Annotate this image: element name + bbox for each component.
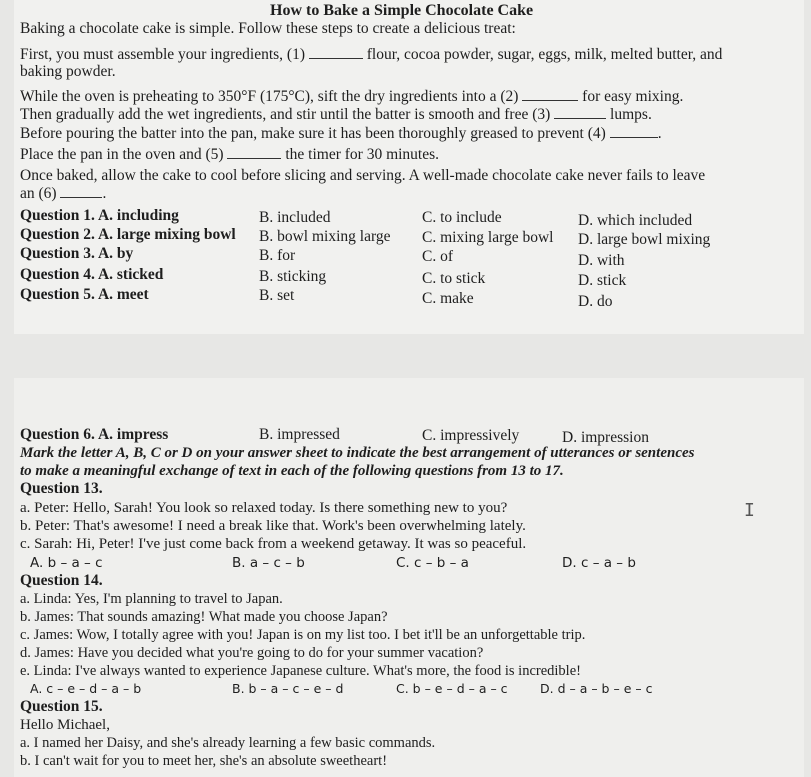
q14-line-b: b. James: That sounds amazing! What made you choose Japan?	[20, 609, 388, 625]
option-a[interactable]: A. b – a – c	[30, 555, 103, 571]
blank-1	[309, 45, 363, 59]
option-b[interactable]: B. b – a – c – e – d	[232, 681, 344, 696]
option-d[interactable]: D. with	[578, 252, 625, 269]
option-b[interactable]: B. set	[259, 287, 295, 304]
q13-line-c: c. Sarah: Hi, Peter! I've just come back from a weekend getaway. It was so peaceful.	[20, 536, 527, 552]
q15-line-a: a. I named her Daisy, and she's already learning a few basic commands.	[20, 735, 436, 751]
blank-2	[522, 87, 578, 101]
option-d[interactable]: D. stick	[578, 272, 627, 289]
option-b[interactable]: B. included	[259, 209, 331, 226]
option-b[interactable]: B. impressed	[259, 426, 340, 443]
option-c[interactable]: C. c – b – a	[396, 555, 469, 571]
blank-5	[227, 145, 281, 159]
q13-line-a: a. Peter: Hello, Sarah! You look so relaxed today. Is there something new to you?	[20, 500, 508, 516]
option-d[interactable]: D. which included	[578, 212, 693, 229]
lower-page: Question 6. A. impress B. impressed C. impressively D. impression Mark the letter A, B, C or D on your answer sheet to indicate the best arrangement of utterances or sentences to make a meaningful exchange of text in each of the following questions from 13 to 17. Question 13. a. Peter: Hello, Sarah! You look so relaxed today. Is there something new to you? b. Peter: That's awesome! I need a break like that. Work's been overwhelming lately. c. Sarah: Hi, Peter! I've just come back from a weekend getaway. It was so peaceful. A. b – a – c B. a – c – b C. c – b – a D. c – a – b Question 14. a. Linda: Yes, I'm planning to travel to Japan. b. James: That sounds amazing! What made you choose Japan? c. James: Wow, I totally agree with you! Japan is on my list too. I bet it'll be an unforgettable trip. d. James: Have you decided what you're going to do for your summer vacation? e. Linda: I've always wanted to experience Japanese culture. What's more, the food is incredible! A. c – e – d – a – b B. b – a – c – e – d C. b – e – d – a – c D. d – a – b – e – c Question 15. Hello Michael, a. I named her Daisy, and she's already learning a few basic commands. b. I can't wait for you to meet her, she's an absolute sweetheart!	[14, 378, 804, 777]
option-c[interactable]: C. make	[422, 290, 474, 307]
option-c[interactable]: C. to include	[422, 209, 502, 226]
q13-line-b: b. Peter: That's awesome! I need a break like that. Work's been overwhelming lately.	[20, 518, 526, 534]
instruction-line-2: to make a meaningful exchange of text in each of the following questions from 13 to 17.	[20, 463, 564, 479]
q14-line-a: a. Linda: Yes, I'm planning to travel to Japan.	[20, 591, 283, 607]
passage-line-5: Then gradually add the wet ingredients, and stir until the batter is smooth and free (3) lumps.	[20, 106, 652, 123]
option-c[interactable]: C. b – e – d – a – c	[396, 681, 508, 696]
instruction-line-1: Mark the letter A, B, C or D on your answer sheet to indicate the best arrangement of utterances or sentences	[20, 445, 695, 461]
q15-line-b: b. I can't wait for you to meet her, she's an absolute sweetheart!	[20, 753, 388, 769]
passage-line-8: Once baked, allow the cake to cool before slicing and serving. A well-made chocolate cake never fails to leave	[20, 167, 706, 184]
option-c[interactable]: C. mixing large bowl	[422, 229, 554, 246]
blank-3	[554, 105, 606, 119]
passage-line-9: an (6) .	[20, 185, 107, 202]
q14-line-e: e. Linda: I've always wanted to experience Japanese culture. What's more, the food is incredible!	[20, 663, 581, 679]
option-b[interactable]: B. bowl mixing large	[259, 228, 391, 245]
upper-page: How to Bake a Simple Chocolate Cake Baking a chocolate cake is simple. Follow these steps to create a delicious treat: First, you must assemble your ingredients, (1) flour, cocoa powder, sugar, eggs, milk, melted butter, and baking powder. While the oven is preheating to 350°F (175°C), sift the dry ingredients into a (2) for easy mixing. Then gradually add the wet ingredients, and stir until the batter is smooth and free (3) lumps. Before pouring the batter into the pan, make sure it has been thoroughly greased to prevent (4) . Place the pan in the oven and (5) the timer for 30 minutes. Once baked, allow the cake to cool before slicing and serving. A well-made chocolate cake never fails to leave an (6) . Question 1. A. including B. included C. to include D. which included Question 2. A. large mixing bowl B. bowl mixing large C. mixing large bowl D. large bowl mixing Question 3. A. by B. for C. of D. with Question 4. A. sticked B. sticking C. to stick D. stick Question 5. A. meet B. set C. make D. do	[14, 0, 804, 334]
option-c[interactable]: C. of	[422, 248, 453, 265]
page-title: How to Bake a Simple Chocolate Cake	[270, 2, 534, 19]
passage-line-7: Place the pan in the oven and (5) the timer for 30 minutes.	[20, 146, 440, 163]
option-d[interactable]: D. do	[578, 293, 613, 310]
option-d[interactable]: D. large bowl mixing	[578, 231, 711, 248]
option-b[interactable]: B. a – c – b	[232, 555, 305, 571]
passage-line-4: While the oven is preheating to 350°F (175°C), sift the dry ingredients into a (2) for easy mixing.	[20, 88, 684, 105]
q15-greeting: Hello Michael,	[20, 717, 110, 733]
option-a[interactable]: A. c – e – d – a – b	[30, 681, 142, 696]
blank-6	[60, 184, 102, 198]
option-b[interactable]: B. sticking	[259, 268, 327, 285]
passage-line-2: First, you must assemble your ingredients, (1) flour, cocoa powder, sugar, eggs, milk, melted butter, and	[20, 46, 723, 63]
passage-line-3: baking powder.	[20, 63, 116, 80]
passage-line-1: Baking a chocolate cake is simple. Follow these steps to create a delicious treat:	[20, 20, 516, 37]
passage-line-6: Before pouring the batter into the pan, make sure it has been thoroughly greased to prevent (4) .	[20, 125, 662, 142]
option-d[interactable]: D. c – a – b	[562, 555, 636, 571]
option-d[interactable]: D. impression	[562, 429, 649, 446]
question-13-heading: Question 13.	[20, 480, 103, 497]
option-c[interactable]: C. to stick	[422, 270, 486, 287]
question-14-heading: Question 14.	[20, 572, 103, 589]
q14-line-d: d. James: Have you decided what you're going to do for your summer vacation?	[20, 645, 484, 661]
q14-line-c: c. James: Wow, I totally agree with you! Japan is on my list too. I bet it'll be an unforgettable trip.	[20, 627, 586, 643]
option-b[interactable]: B. for	[259, 247, 296, 264]
text-cursor-icon: I	[744, 500, 755, 521]
blank-4	[610, 124, 658, 138]
option-d[interactable]: D. d – a – b – e – c	[540, 681, 653, 696]
question-15-heading: Question 15.	[20, 698, 103, 715]
option-c[interactable]: C. impressively	[422, 427, 520, 444]
